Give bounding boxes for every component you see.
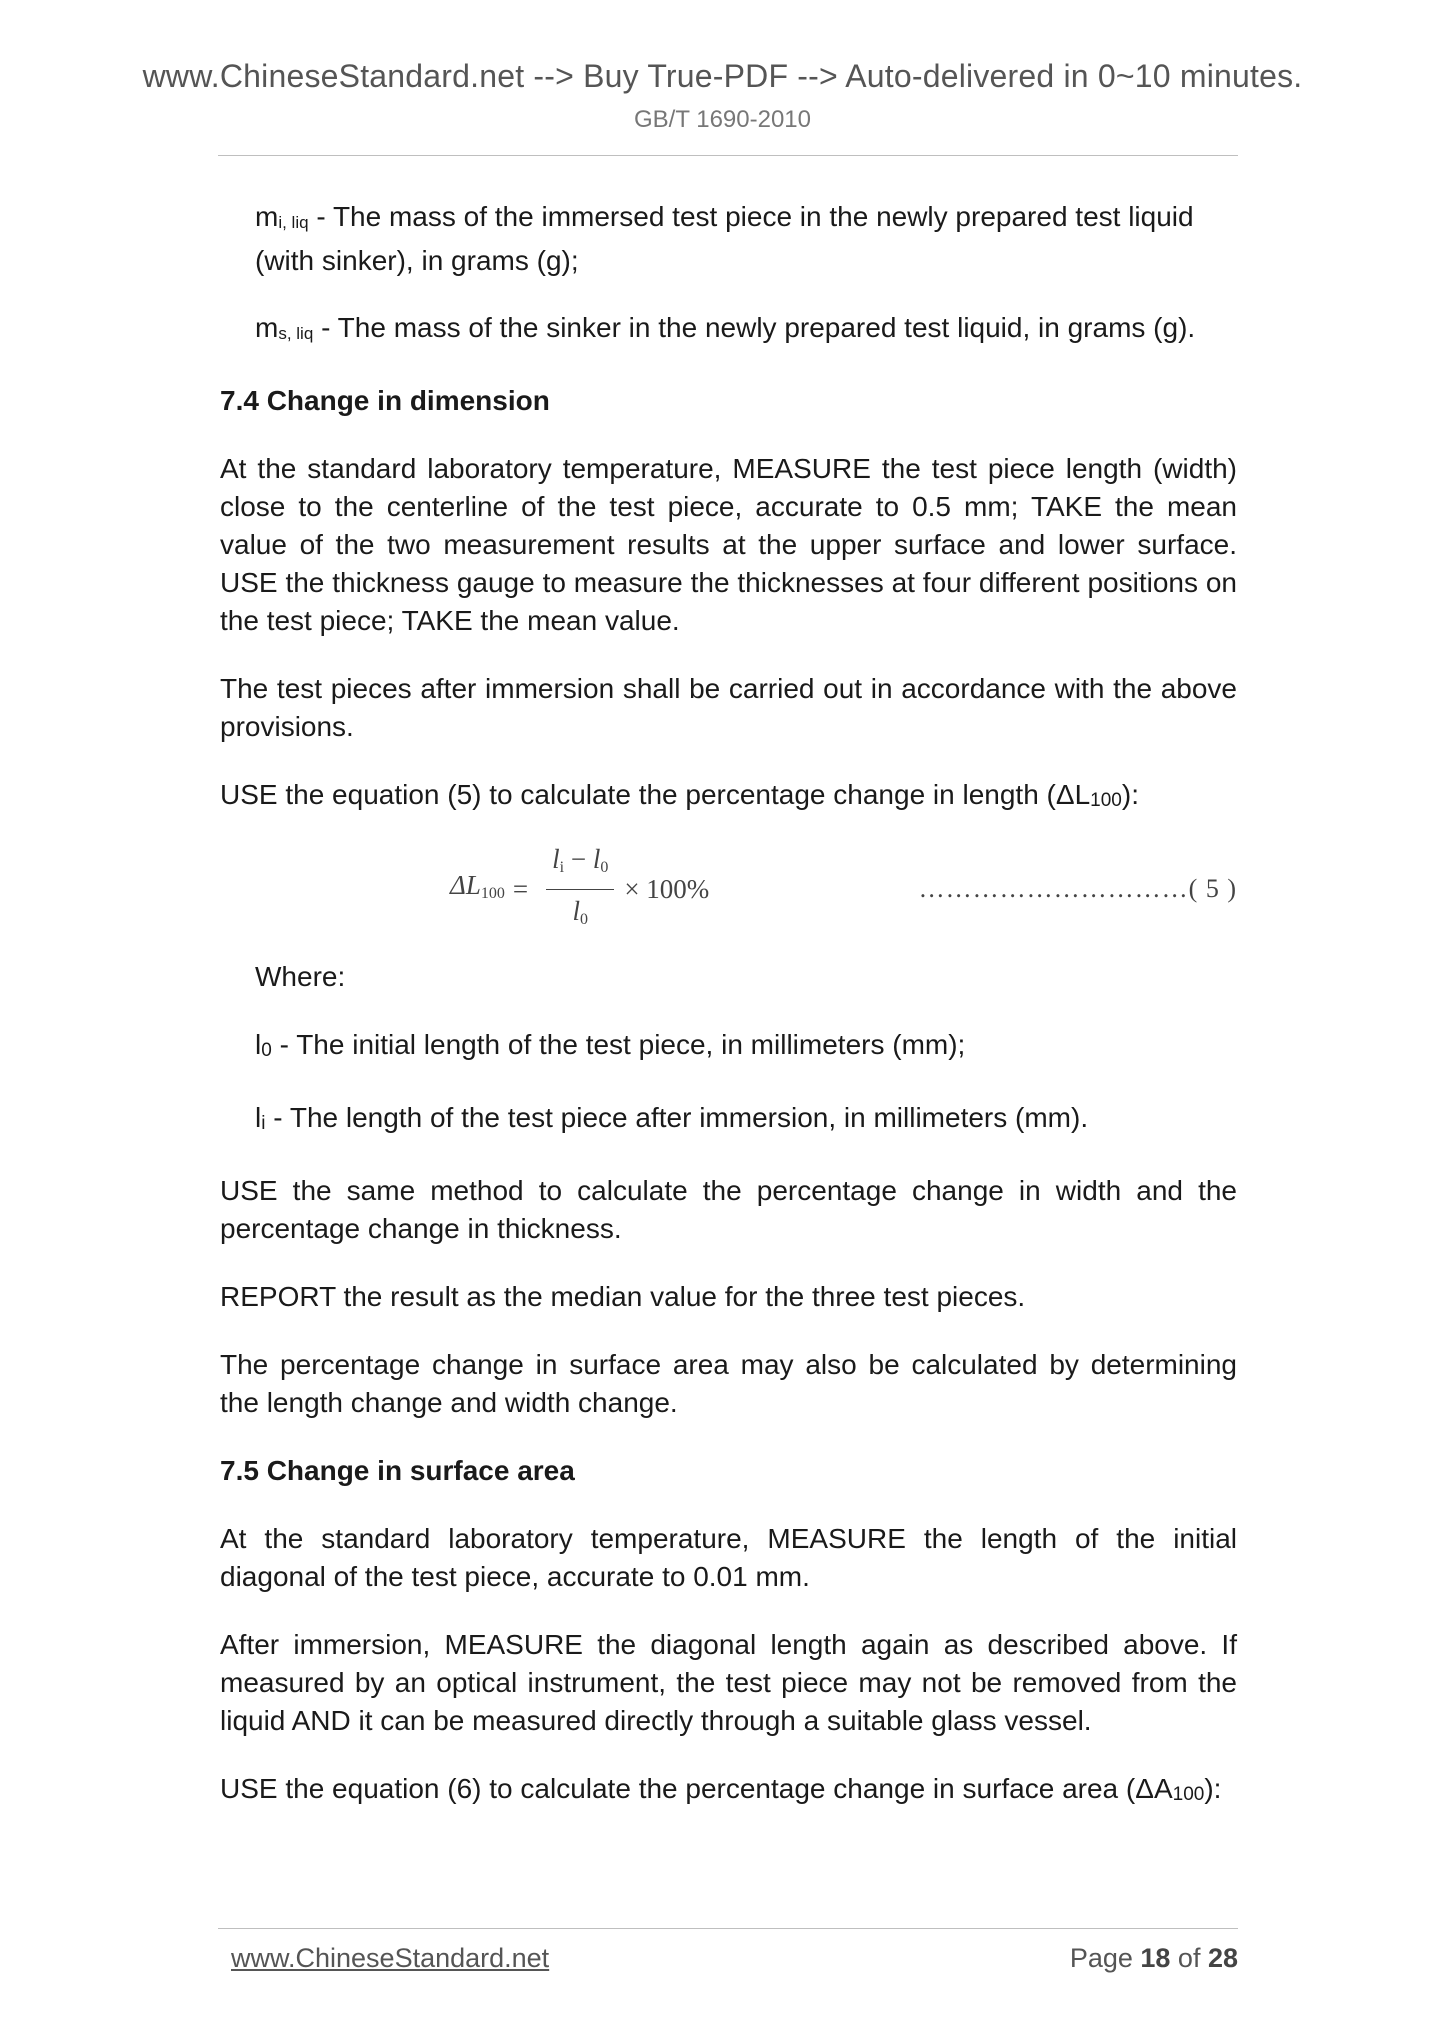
section-7-4-para-5: REPORT the result as the median value for the three test pieces. xyxy=(220,1281,1026,1312)
equation-5-formula: ΔL100 = $\frac{li - l0}{l0}$ × 100% xyxy=(450,844,709,934)
section-7-5-heading: 7.5 Change in surface area xyxy=(220,1455,575,1486)
header-divider xyxy=(218,155,1238,156)
definition-mi-liq: $m_{i, liq}$ - The mass of the immersed test piece in the newly prepared test liquid (with sinker), in grams (g); xyxy=(255,201,1194,276)
section-7-4-para-4: USE the same method to calculate the percentage change in width and the percentage change in thickness. xyxy=(220,1175,1237,1244)
section-7-4-para-3: USE the equation (5) to calculate the percentage change in length $(\Delta L_{100})$: xyxy=(220,779,1139,811)
page-indicator: Page 18 of 28 xyxy=(1069,1943,1238,1973)
section-7-4-heading: 7.4 Change in dimension xyxy=(220,385,550,416)
standard-number: GB/T 1690-2010 xyxy=(633,106,811,133)
header-banner: www.ChineseStandard.net --> Buy True-PDF --> Auto-delivered in 0~10 minutes. xyxy=(142,58,1303,94)
footer-site-link[interactable]: www.ChineseStandard.net xyxy=(231,1943,550,1973)
footer-divider xyxy=(218,1928,1238,1929)
definition-l0: $l_0$ - The initial length of the test piece, in millimeters (mm); xyxy=(255,1029,966,1061)
section-7-4-para-1: At the standard laboratory temperature, MEASURE the test piece length (width) close to the centerline of the test piece, accurate to 0.5 mm; TAKE the mean value of the two measurement results at the upper surface and lower surface. USE the thickness gauge to measure the thicknesses at four different positions on the test piece; TAKE the mean value. xyxy=(220,453,1237,636)
section-7-5-para-2: After immersion, MEASURE the diagonal length again as described above. If measured by an optical instrument, the test piece may not be removed from the liquid AND it can be measured directly through a suitable glass vessel. xyxy=(220,1629,1237,1736)
equation-5-number: …………………………( 5 ) xyxy=(918,874,1237,903)
where-label: Where: xyxy=(255,961,346,992)
section-7-4-para-2: The test pieces after immersion shall be carried out in accordance with the above provisions. xyxy=(220,673,1237,742)
section-7-5-para-3: USE the equation (6) to calculate the percentage change in surface area $(\Delta A_{100})$: xyxy=(220,1773,1222,1805)
definition-li: $l_i$ - The length of the test piece after immersion, in millimeters (mm). xyxy=(255,1102,1089,1134)
definition-ms-liq: $m_{s, liq}$ - The mass of the sinker in the newly prepared test liquid, in grams (g). xyxy=(255,312,1196,343)
document-body xyxy=(220,198,1237,1844)
equation-5 xyxy=(220,844,1237,934)
section-7-4-para-6: The percentage change in surface area may also be calculated by determining the length change and width change. xyxy=(220,1349,1237,1418)
section-7-5-para-1: At the standard laboratory temperature, MEASURE the length of the initial diagonal of the test piece, accurate to 0.01 mm. xyxy=(220,1523,1237,1592)
